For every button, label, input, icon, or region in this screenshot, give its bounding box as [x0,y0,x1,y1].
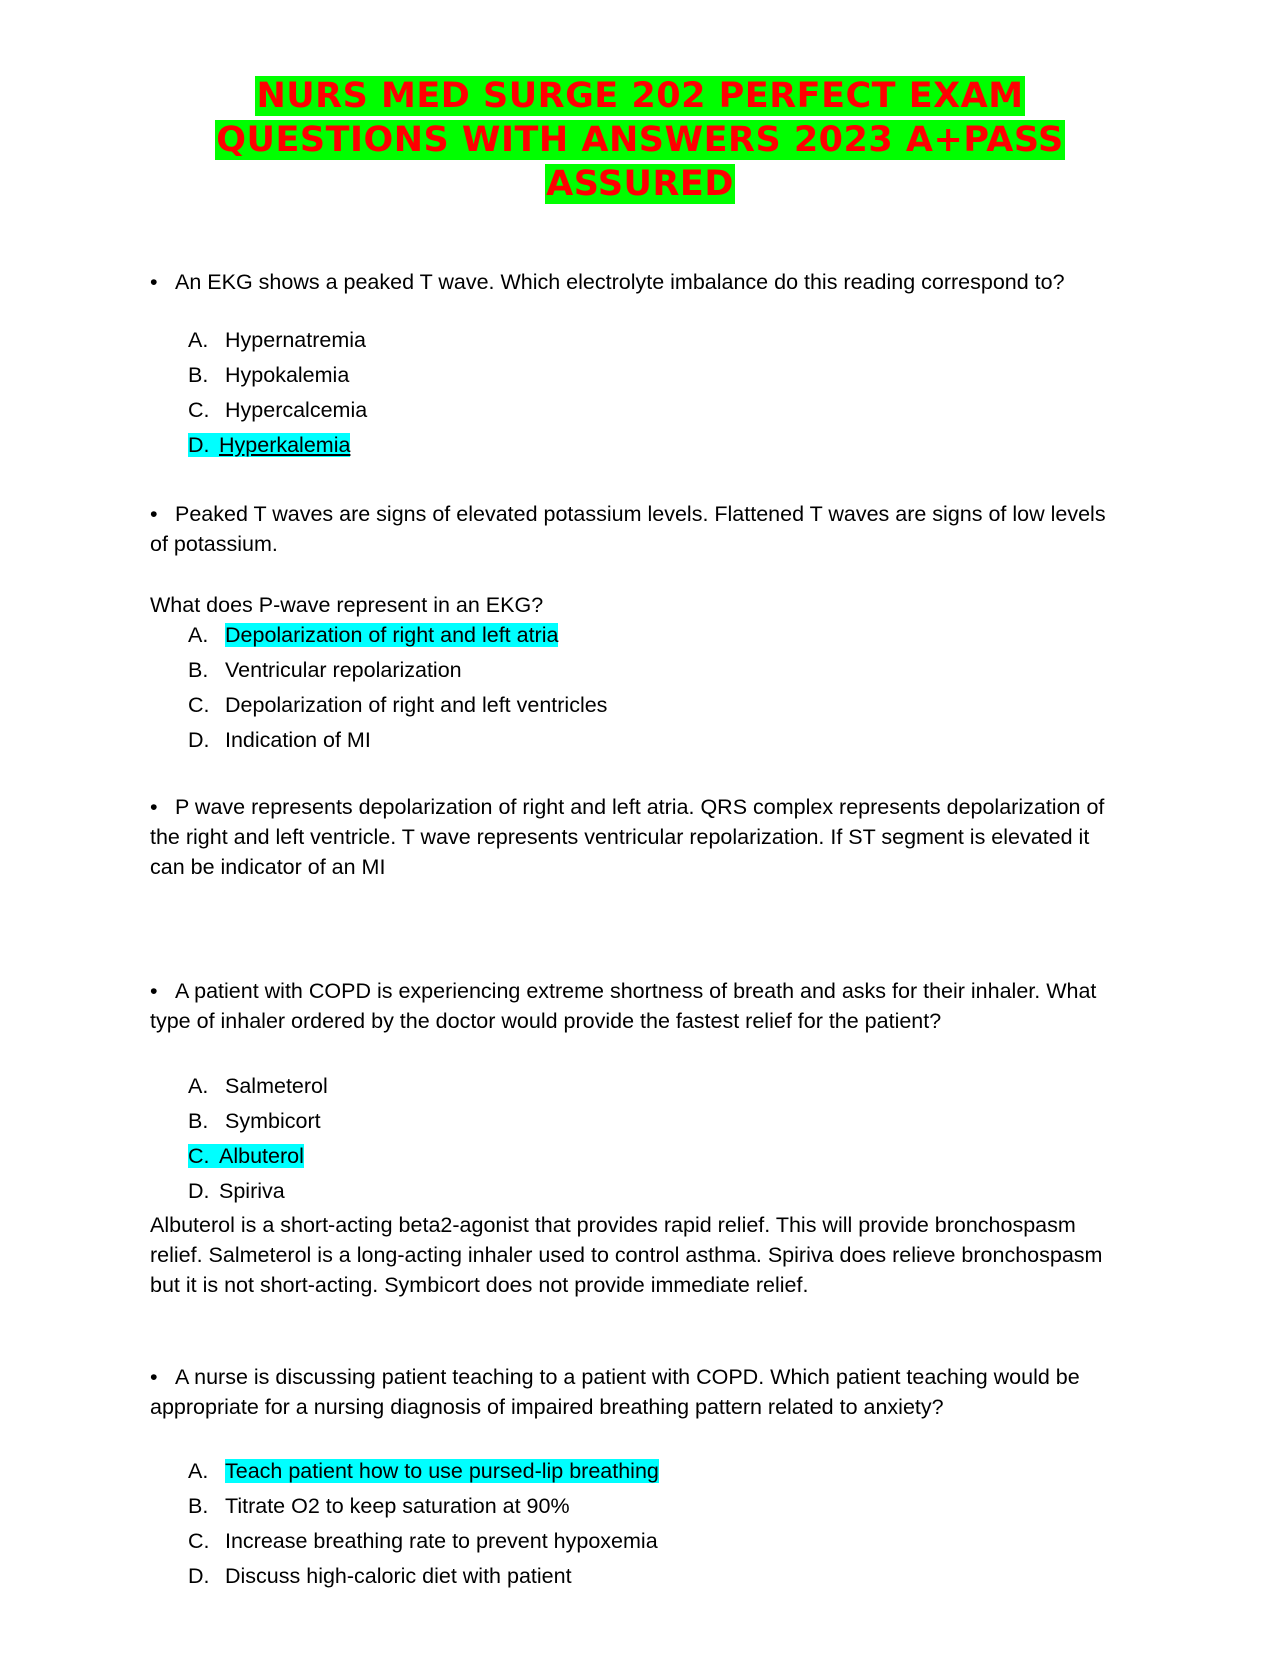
q4-option-a-correct: A. Teach patient how to use pursed-lip breathing [188,1459,659,1483]
question-4-text: A nurse is discussing patient teaching to a patient with COPD. Which patient teaching would be appropriate for a nursing diagnosis of impaired breathing pattern related to anxiety? [150,1365,1080,1419]
q1-option-b: B. Hypokalemia [188,363,350,387]
q3-option-b-text: Symbicort [225,1109,321,1133]
q4-option-d-text: Discuss high-caloric diet with patient [225,1564,572,1588]
q3-option-b: B. Symbicort [188,1109,321,1133]
q1-option-a-text: Hypernatremia [225,328,366,352]
q1-option-d-correct: D. Hyperkalemia [188,433,351,457]
title-highlight: NURS MED SURGE 202 PERFECT EXAM QUESTIONS WITH ANSWERS 2023 A+PASS ASSURED [216,76,1064,204]
q2-option-d: D. Indication of MI [188,728,371,752]
q2-option-d-text: Indication of MI [225,728,371,752]
q3-option-d: D. Spiriva [188,1179,285,1203]
question-3 [150,976,1110,1036]
q1-rationale: • Peaked T waves are signs of elevated potassium levels. Flattened T waves are signs of low levels of potassium. [150,499,1110,559]
q2-option-b-text: Ventricular repolarization [225,658,462,682]
q2-option-a-correct: A. Depolarization of right and left atria [188,623,559,647]
q3-option-d-text: Spiriva [219,1179,285,1203]
question-1-text: An EKG shows a peaked T wave. Which electrolyte imbalance do this reading correspond to? [175,270,1065,294]
q2-option-a-text: Depolarization of right and left atria [225,623,559,647]
bullet-icon: • [150,795,158,819]
question-2-text: What does P-wave represent in an EKG? [150,593,544,617]
q2-option-c-text: Depolarization of right and left ventricles [225,693,608,717]
q3-rationale: Albuterol is a short-acting beta2-agonist that provides rapid relief. This will provide bronchospasm relief. Salmeterol is a long-acting inhaler used to control asthma. Spiriva does relieve bronchospasm but it is not short-acting. Symbicort does not provide immediate relief. [150,1213,1103,1297]
q2-option-c: C. Depolarization of right and left ventricles [188,693,608,717]
q4-option-b-text: Titrate O2 to keep saturation at 90% [225,1494,570,1518]
q2-rationale: • P wave represents depolarization of right and left atria. QRS complex represents depolarization of the right and left ventricle. T wave represents ventricular repolarization. If ST segment is elevated it can be indicator of an MI [150,792,1110,882]
q4-option-c-text: Increase breathing rate to prevent hypoxemia [225,1529,658,1553]
q3-option-c-correct: C. Albuterol [188,1144,304,1168]
q1-option-c-text: Hypercalcemia [225,398,368,422]
q4-option-a-text: Teach patient how to use pursed-lip breathing [225,1459,659,1483]
q3-option-a-text: Salmeterol [225,1074,328,1098]
bullet-icon: • [150,979,158,1003]
document-title [150,74,1130,206]
q1-option-d-text: Hyperkalemia [219,433,351,457]
q3-option-c-text: Albuterol [219,1144,304,1168]
question-4 [150,1362,1110,1422]
q4-option-b: B. Titrate O2 to keep saturation at 90% [188,1494,570,1518]
bullet-icon: • [150,270,158,294]
bullet-icon: • [150,502,158,526]
q1-option-b-text: Hypokalemia [225,363,350,387]
q1-option-c: C. Hypercalcemia [188,398,368,422]
q3-option-a: A. Salmeterol [188,1074,328,1098]
q1-option-a: A. Hypernatremia [188,328,366,352]
bullet-icon: • [150,1365,158,1389]
q4-option-c: C. Increase breathing rate to prevent hypoxemia [188,1529,658,1553]
q4-option-d: D. Discuss high-caloric diet with patient [188,1564,572,1588]
q2-option-b: B. Ventricular repolarization [188,658,462,682]
question-3-text: A patient with COPD is experiencing extreme shortness of breath and asks for their inhaler. What type of inhaler ordered by the doctor would provide the fastest relief for the patient? [150,979,1097,1033]
